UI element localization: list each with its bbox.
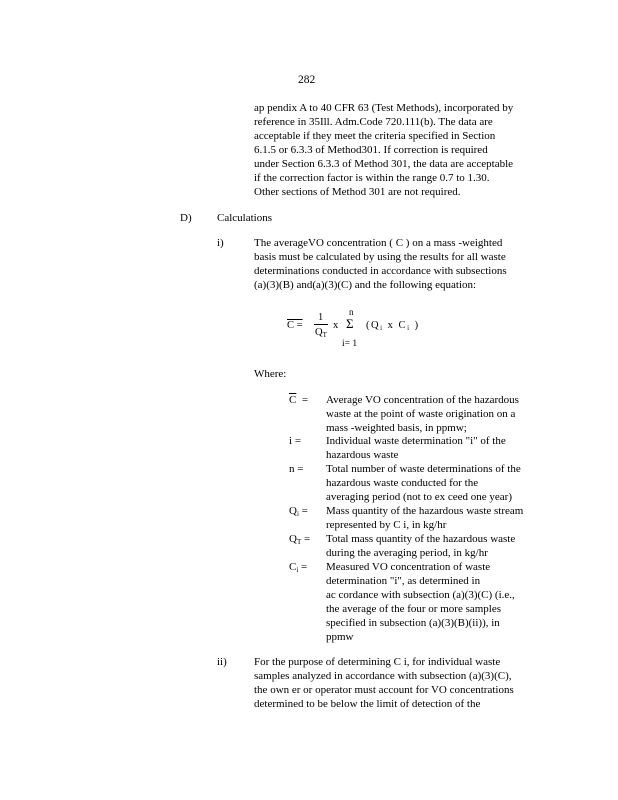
item-ii-line: determined to be below the limit of detection of the [254,698,481,710]
symbol-letter: Q [289,505,297,517]
item-ii-label: ii) [217,656,227,668]
intro-line: 6.1.5 or 6.3.3 of Method301. If correction is required [254,144,488,156]
symbol-equals: = [303,533,311,545]
symbol-letter: $\overline{C}$ [289,394,297,406]
item-i-line: basis must be calculated by using the results for all waste [254,251,506,263]
definition-line: Mass quantity of the hazardous waste stream [326,505,524,517]
definition-line: Individual waste determination "i" of the [326,435,506,447]
definition-line: hazardous waste [326,449,399,461]
symbol-equals: = [301,505,308,517]
term-q-subscript: i [380,324,384,332]
where-label: Where: [254,368,287,380]
definition-symbol [289,393,325,407]
definition-symbol [289,462,325,476]
equation-times: x [333,320,339,331]
definition-text [326,462,530,504]
symbol-subscript: i [296,566,299,574]
sum-upper-limit: n [349,307,354,317]
intro-line: ap pendix A to 40 CFR 63 (Test Methods), incorporated by [254,102,514,114]
definition-line: ac cordance with subsection (a)(3)(C) (i.e., [326,589,515,601]
definition-text [326,434,530,462]
symbol-equals: = [301,561,308,573]
item-ii-text [254,655,514,711]
item-ii-line: samples analyzed in accordance with subsection (a)(3)(C), [254,670,512,682]
definition-line: waste at the point of waste origination on a [326,408,516,420]
definition-line: averaging period (not to ex ceed one year) [326,491,512,503]
item-ii-line: the own er or operator must account for VO concentrations [254,684,514,696]
symbol-letter: i [289,435,293,447]
symbol-equals: = [297,463,304,475]
term-q: (Q [366,320,381,331]
definition-line: Total mass quantity of the hazardous waste [326,533,516,545]
definition-text [326,532,530,560]
definition-symbol [289,532,325,546]
definition-line: Average VO concentration of the hazardous [326,394,519,406]
sum-symbol: Σ [346,316,354,331]
definition-line: Total number of waste determinations of the [326,463,521,475]
item-i-line: determinations conducted in accordance with subsections [254,265,507,277]
item-i-line: (a)(3)(B) and(a)(3)(C) and the following equation: [254,279,477,291]
definition-line: ppmw [326,631,354,643]
equation-lhs: C = [287,320,303,331]
item-i-line: The averageVO concentration ( C ) on a mass -weighted [254,237,503,249]
symbol-letter: C [289,561,297,573]
section-d-title: Calculations [217,212,272,224]
term-c-subscript: i [407,324,411,332]
page-number: 282 [298,74,316,86]
definition-line: Measured VO concentration of waste [326,561,491,573]
item-i-label: i) [217,237,224,249]
symbol-letter: n [289,463,295,475]
symbol-subscript: i [296,510,299,518]
symbol-subscript: T [296,538,302,546]
symbol-letter: Q [289,533,297,545]
intro-line: if the correction factor is within the range 0.7 to 1.30. [254,172,490,184]
definition-line: mass -weighted basis, in ppmw; [326,422,467,434]
symbol-equals: = [294,435,302,447]
definition-line: the average of the four or more samples [326,603,502,615]
item-ii-line: For the purpose of determining C i, for individual waste [254,656,501,668]
sum-lower-limit: i= 1 [342,339,358,349]
definition-text [326,504,530,532]
definition-line: represented by C i, in kg/hr [326,519,447,531]
denominator-subscript: T [322,331,327,339]
definition-line: specified in subsection (a)(3)(B)(ii)), in [326,617,500,629]
definition-line: during the averaging period, in kg/hr [326,547,488,559]
definition-line: hazardous waste conducted for the [326,477,479,489]
section-d-label: D) [180,212,192,224]
definition-text [326,560,530,644]
term-close: ) [414,320,420,331]
definition-symbol [289,434,325,448]
definition-symbol [289,560,325,574]
definition-symbol [289,504,325,518]
denominator-q: Q [315,327,323,338]
definition-text [326,393,530,435]
intro-line: acceptable if they meet the criteria specified in Section [254,130,496,142]
intro-line: Other sections of Method 301 are not required. [254,186,461,198]
symbol-equals: = [301,394,309,406]
equation-numerator: 1 [318,312,324,323]
definition-line: determination "i", as determined in [326,575,481,587]
term-c: x C [387,320,408,331]
intro-line: reference in 35Ill. Adm.Code 720.111(b). The data are [254,116,493,128]
intro-line: under Section 6.3.3 of Method 301, the data are acceptable [254,158,514,170]
